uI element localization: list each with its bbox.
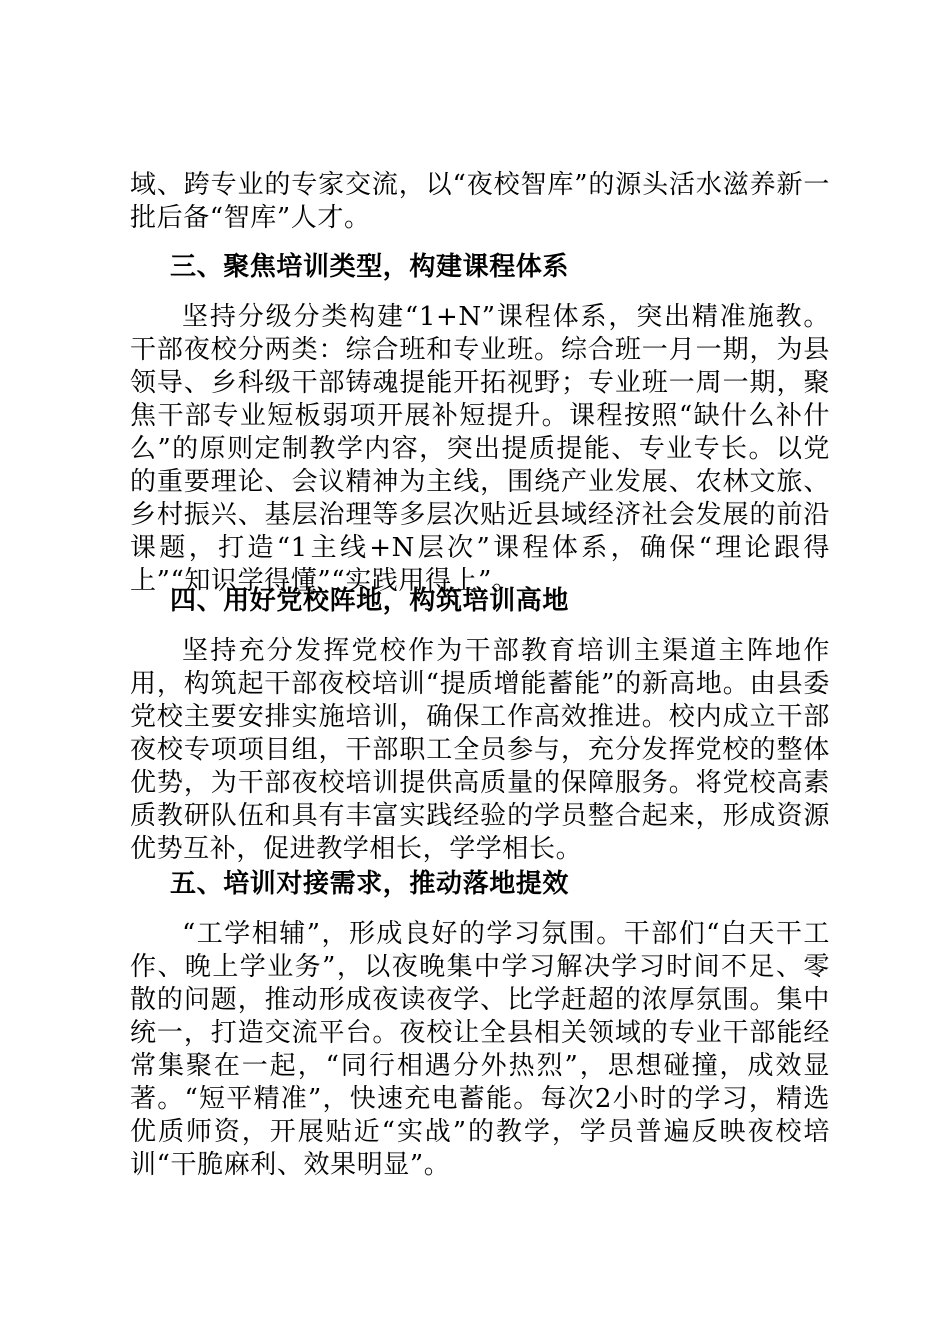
paragraph-continuation: 域、跨专业的专家交流，以“夜校智库”的源头活水滋养新一批后备“智库”人才。 bbox=[130, 170, 830, 233]
section-heading-3: 三、聚焦培训类型，构建课程体系 bbox=[170, 252, 570, 282]
paragraph-section-5: “工学相辅”，形成良好的学习氛围。干部们“白天干工作、晚上学业务”，以夜晚集中学习解决学习时间不足、零散的问题，推动形成夜读夜学、比学赶超的浓厚氛围。集中统一，打造交流平台。夜校让全县相关领域的专业干部能经常集聚在一起，“同行相遇分外热烈”，思想碰撞，成效显著。“短平精准”，快速充电蓄能。每次2小时的学习，精选优质师资，开展贴近“实战”的教学，学员普遍反映夜校培训“干脆麻利、效果明显”。 bbox=[130, 919, 830, 1180]
paragraph-section-4: 坚持充分发挥党校作为干部教育培训主渠道主阵地作用，构筑起干部夜校培训“提质增能蓄能”的新高地。由县委党校主要安排实施培训，确保工作高效推进。校内成立干部夜校专项项目组，干部职工全员参与，充分发挥党校的整体优势，为干部夜校培训提供高质量的保障服务。将党校高素质教研队伍和具有丰富实践经验的学员整合起来，形成资源优势互补，促进教学相长，学学相长。 bbox=[130, 636, 830, 864]
section-heading-5: 五、培训对接需求，推动落地提效 bbox=[170, 869, 570, 899]
paragraph-section-3: 坚持分级分类构建“1+N”课程体系，突出精准施教。干部夜校分两类：综合班和专业班。综合班一月一期，为县领导、乡科级干部铸魂提能开拓视野；专业班一周一期，聚焦干部专业短板弱项开展补短提升。课程按照“缺什么补什么”的原则定制教学内容，突出提质提能、专业专长。以党的重要理论、会议精神为主线，围绕产业发展、农林文旅、乡村振兴、基层治理等多层次贴近县域经济社会发展的前沿课题，打造“1主线+N层次”课程体系，确保“理论跟得上”“知识学得懂”“实践用得上”。 bbox=[130, 302, 830, 596]
section-heading-4: 四、用好党校阵地，构筑培训高地 bbox=[170, 586, 570, 616]
